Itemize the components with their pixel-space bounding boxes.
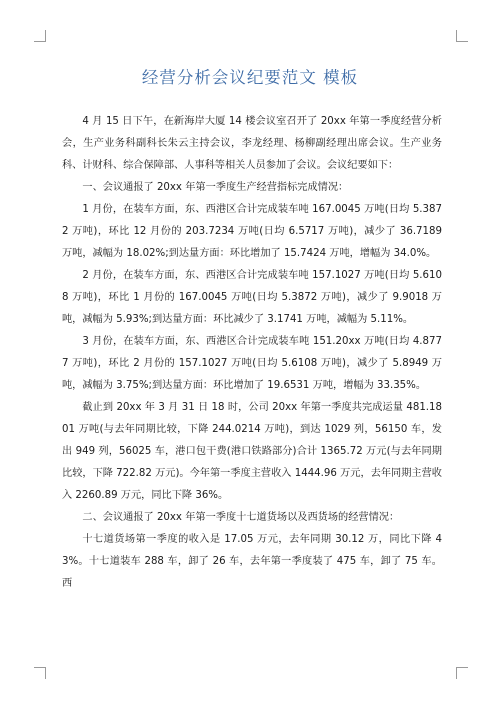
paragraph-intro: 4 月 15 日下午，在新海岸大厦 14 楼会议室召开了 20xx 年第一季度经营分析会，生产业务科副科长朱云主持会议，李龙经理、杨柳副经理出席会议。生产业务科、计财科、综合保障部、人事科等相关人员参加了会议。会议纪要如下： [62, 116, 442, 171]
crop-mark-top-right [456, 30, 468, 42]
paragraph-march: 3 月份，在装车方面，东、西港区合计完成装车吨 151.20xx 万吨(日均 4.8777 万吨)，环比 2 月份的 157.1027 万吨(日均 5.6108 万吨)，减少了 5.8949 万吨，减幅为 3.75%;到达量方面：环比增加了 19.6531 万吨，增幅为 33.35%。 [62, 336, 442, 391]
document-body [62, 111, 442, 595]
paragraph-january: 1 月份，在装车方面，东、西港区合计完成装车吨 167.0045 万吨(日均 5.3872 万吨)，环比 12 月份的 203.7234 万吨(日均 6.5717 万吨)，减少了 36.7189 万吨，减幅为 18.02%;到达量方面：环比增加了 15.7424 万吨，增幅为 34.0%。 [62, 204, 442, 259]
section-heading-1: 一、会议通报了 20xx 年第一季度生产经营指标完成情况： [82, 182, 349, 193]
document-title: 经营分析会议纪要范文 模板 [141, 68, 359, 87]
crop-mark-bottom-right [456, 667, 468, 679]
paragraph-february: 2 月份，在装车方面，东、西港区合计完成装车吨 157.1027 万吨(日均 5.6108 万吨)，环比 1 月份的 167.0045 万吨(日均 5.3872 万吨)，减少了 9.9018 万吨，减幅为 5.93%;到达量方面：环比减少了 3.1741 万吨，减幅为 5.11%。 [62, 270, 442, 325]
section-heading-2: 二、会议通报了 20xx 年第一季度十七道货场以及西货场的经营情况： [82, 512, 400, 523]
crop-mark-bottom-left [34, 667, 46, 679]
paragraph-quarter-summary: 截止到 20xx 年 3 月 31 日 18 时，公司 20xx 年第一季度共完成运量 481.1801 万吨(与去年同期比较，下降 244.0214 万吨)，到达 1029 列，56150 车，发出 949 列，56025 车，港口包干费(港口铁路部分)合计 1365.72 万元(与去年同期比较，下降 722.82 万元)。今年第一季度主营收入 1444.96 万元，去年同期主营收入 2260.89 万元，同比下降 36%。 [62, 402, 442, 501]
crop-mark-top-left [34, 30, 46, 42]
paragraph-yard-17: 十七道货场第一季度的收入是 17.05 万元，去年同期 30.12 万，同比下降 43%。十七道装车 288 车，卸了 26 车，去年第一季度装了 475 车，卸了 75 车。西 [62, 534, 442, 589]
